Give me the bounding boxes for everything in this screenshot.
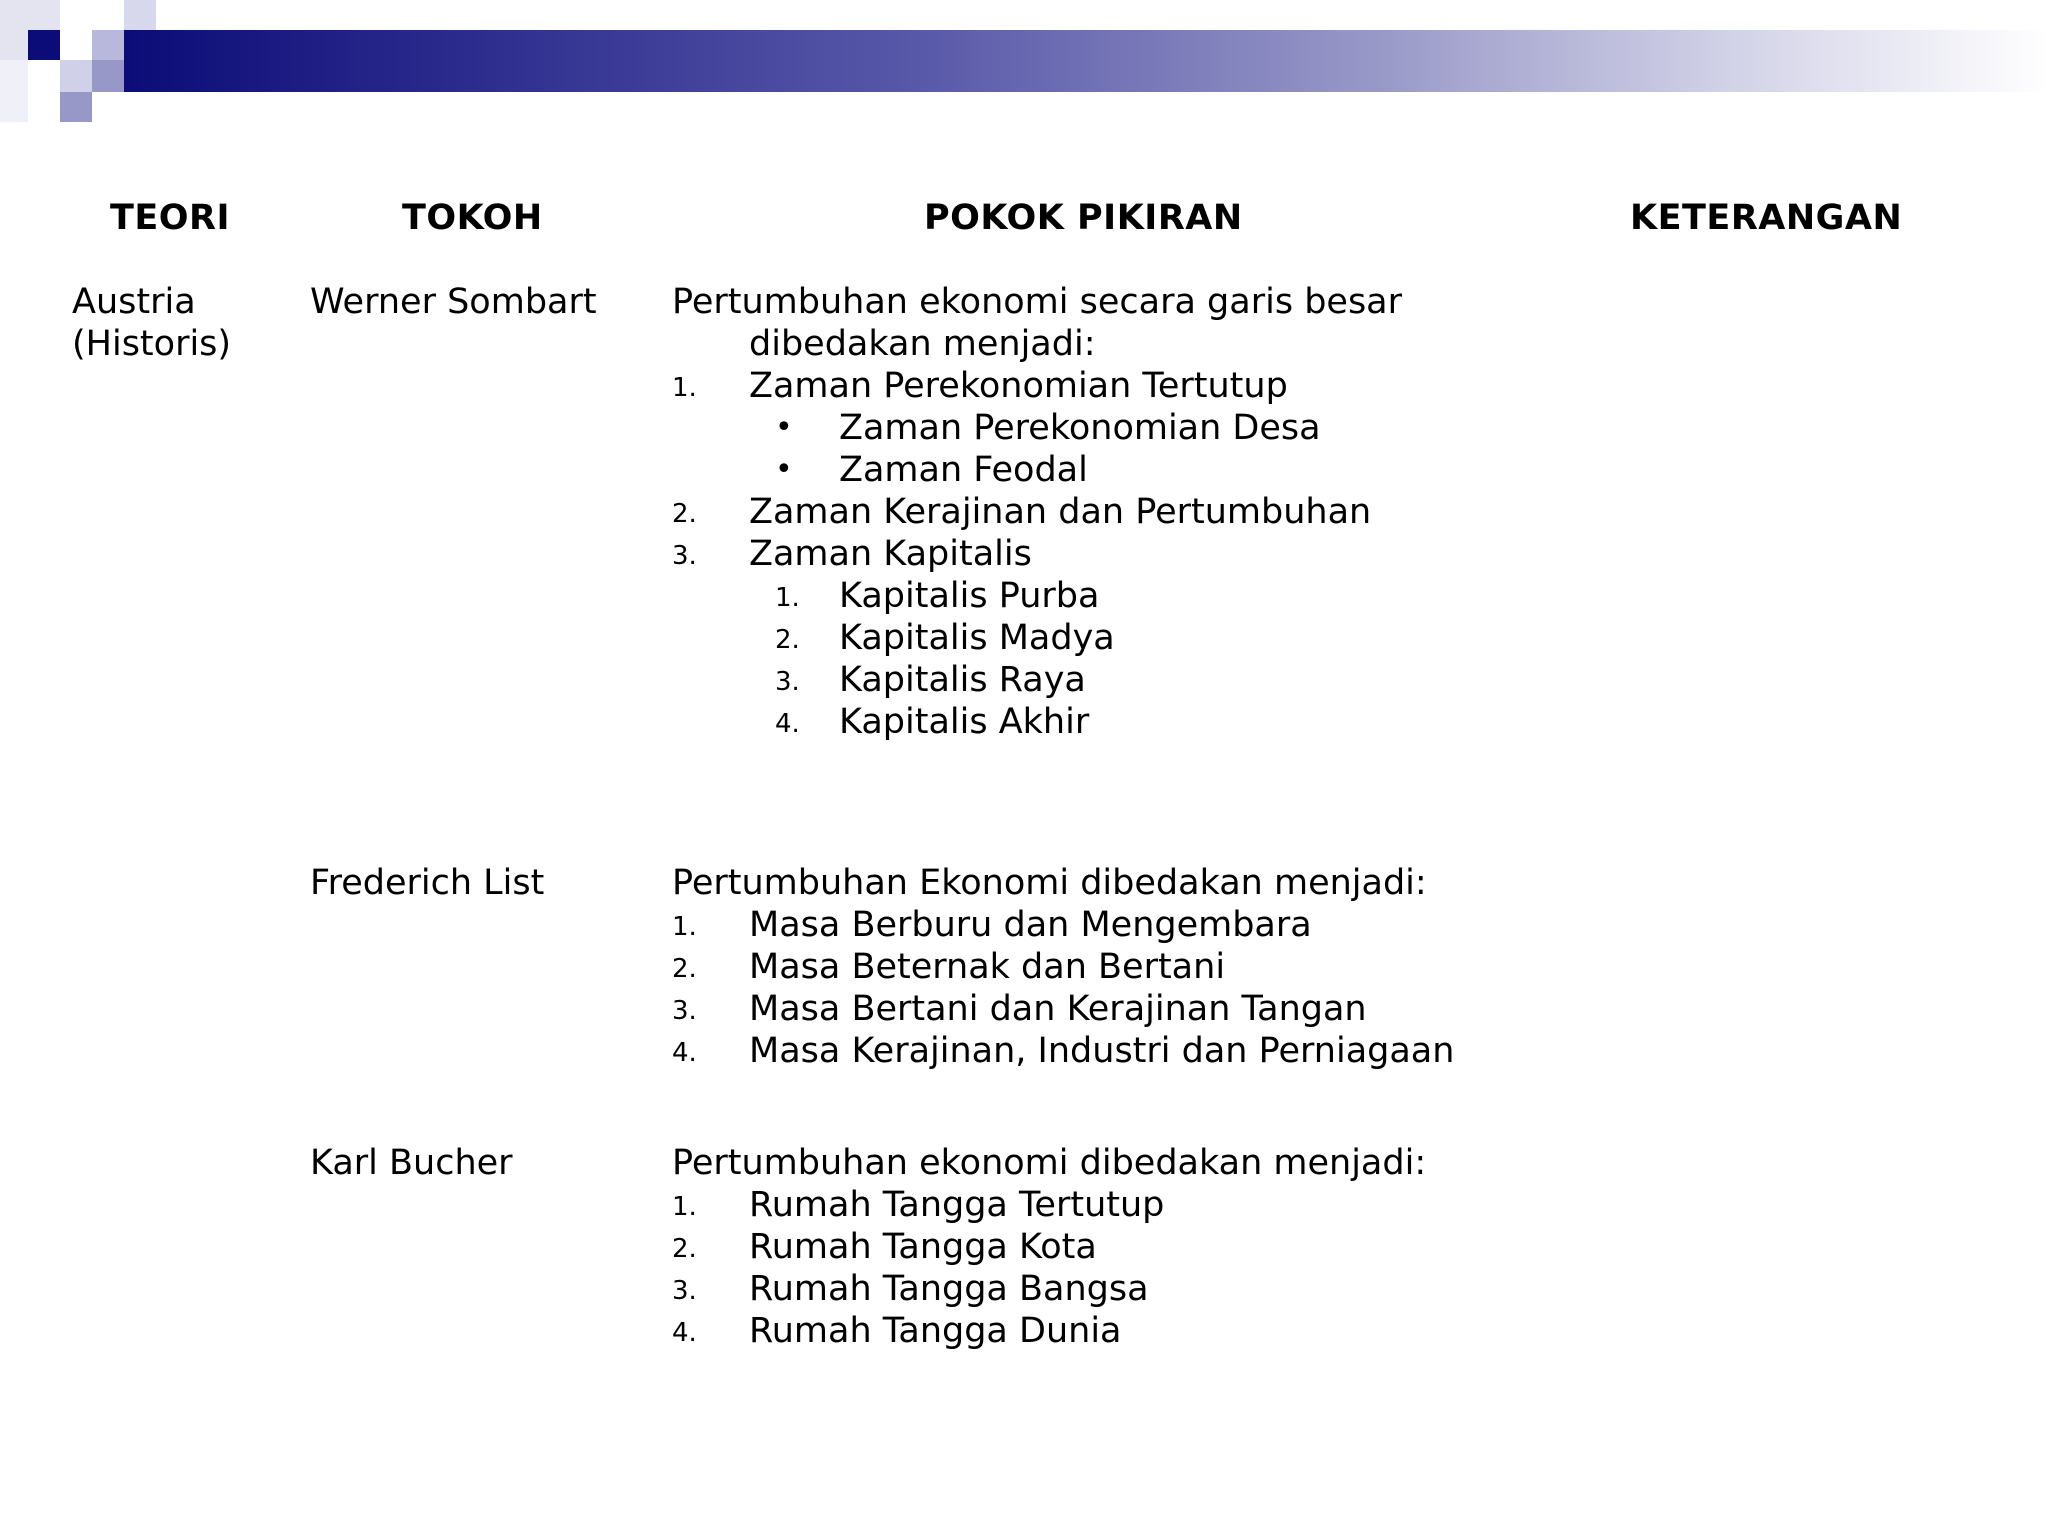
list-number: 3. xyxy=(672,996,697,1026)
list-item xyxy=(672,1268,1426,1310)
sub-list-number: 2. xyxy=(775,625,800,655)
sub-list-text: Zaman Feodal xyxy=(839,450,1088,490)
lead-text: Pertumbuhan ekonomi dibedakan menjadi: xyxy=(672,1143,1427,1183)
teori-line: (Historis) xyxy=(72,324,232,364)
list-number: 2. xyxy=(672,954,697,984)
list-text: Masa Kerajinan, Industri dan Perniagaan xyxy=(749,1031,1455,1071)
list-item xyxy=(672,1030,1455,1072)
list-text: Rumah Tangga Tertutup xyxy=(749,1185,1165,1225)
list-number: 3. xyxy=(672,541,697,571)
list-number: 1. xyxy=(672,1192,697,1222)
list-number: 3. xyxy=(672,1276,697,1306)
sub-list-text: Zaman Perekonomian Desa xyxy=(839,408,1321,448)
list-item xyxy=(672,1310,1426,1352)
sub-list-item xyxy=(672,449,1402,491)
list-text: Rumah Tangga Kota xyxy=(749,1227,1097,1267)
header-teori: TEORI xyxy=(110,198,231,238)
list-number: 2. xyxy=(672,1234,697,1264)
deco-square xyxy=(92,30,124,60)
list-item xyxy=(672,946,1427,988)
pokok-pikiran-bucher xyxy=(672,1142,1426,1352)
list-item xyxy=(672,491,1402,533)
list-item xyxy=(672,1184,1426,1226)
bullet-icon: • xyxy=(775,410,793,445)
list-item xyxy=(672,533,1402,575)
sub-list-text: Kapitalis Raya xyxy=(839,660,1086,700)
list-item xyxy=(672,904,1427,946)
header-keterangan: KETERANGAN xyxy=(1630,198,1903,238)
sub-list-item xyxy=(672,617,1402,659)
list-number: 4. xyxy=(672,1038,697,1068)
deco-square xyxy=(124,0,156,30)
tokoh-karl-bucher: Karl Bucher xyxy=(310,1143,513,1183)
list-number: 1. xyxy=(672,912,697,942)
list-text: Masa Bertani dan Kerajinan Tangan xyxy=(749,989,1367,1029)
deco-square xyxy=(60,60,92,92)
list-text: Zaman Kapitalis xyxy=(749,534,1032,574)
deco-square xyxy=(92,60,124,92)
sub-list-number: 4. xyxy=(775,709,800,739)
lead-text: Pertumbuhan Ekonomi dibedakan menjadi: xyxy=(672,863,1427,903)
deco-square xyxy=(60,92,92,122)
pokok-pikiran-sombart xyxy=(672,281,1402,743)
teori-line: Austria xyxy=(72,282,196,322)
sub-list-item xyxy=(672,659,1402,701)
list-text: Masa Beternak dan Bertani xyxy=(749,947,1226,987)
sub-list-item xyxy=(672,701,1402,743)
sub-list-text: Kapitalis Akhir xyxy=(839,702,1090,742)
list-item xyxy=(672,1226,1426,1268)
list-text: Rumah Tangga Bangsa xyxy=(749,1269,1149,1309)
teori-cell xyxy=(72,281,231,365)
sub-list-text: Kapitalis Purba xyxy=(839,576,1100,616)
list-text: Zaman Perekonomian Tertutup xyxy=(749,366,1288,406)
bullet-icon: • xyxy=(775,452,793,487)
header-pokok-pikiran: POKOK PIKIRAN xyxy=(924,198,1243,238)
list-item xyxy=(672,988,1427,1030)
sub-list-number: 1. xyxy=(775,583,800,613)
sub-list-number: 3. xyxy=(775,667,800,697)
sub-list-text: Kapitalis Madya xyxy=(839,618,1115,658)
lead-text-continued: dibedakan menjadi: xyxy=(749,324,1096,364)
list-item xyxy=(672,365,1402,407)
list-number: 2. xyxy=(672,499,697,529)
pokok-pikiran-list xyxy=(672,862,1455,1072)
list-number: 4. xyxy=(672,1318,697,1348)
deco-square xyxy=(0,60,28,122)
deco-square xyxy=(60,0,92,28)
list-text: Masa Berburu dan Mengembara xyxy=(749,905,1312,945)
list-text: Zaman Kerajinan dan Pertumbuhan xyxy=(749,492,1372,532)
list-text: Rumah Tangga Dunia xyxy=(749,1311,1122,1351)
sub-list-item xyxy=(672,575,1402,617)
tokoh-werner-sombart: Werner Sombart xyxy=(310,282,597,322)
deco-square xyxy=(28,30,60,60)
gradient-band xyxy=(124,30,2048,92)
list-number: 1. xyxy=(672,373,697,403)
tokoh-frederich-list: Frederich List xyxy=(310,863,545,903)
lead-text: Pertumbuhan ekonomi secara garis besar xyxy=(672,282,1403,322)
sub-list-item xyxy=(672,407,1402,449)
header-tokoh: TOKOH xyxy=(402,198,543,238)
slide-header-banner xyxy=(0,0,2048,130)
